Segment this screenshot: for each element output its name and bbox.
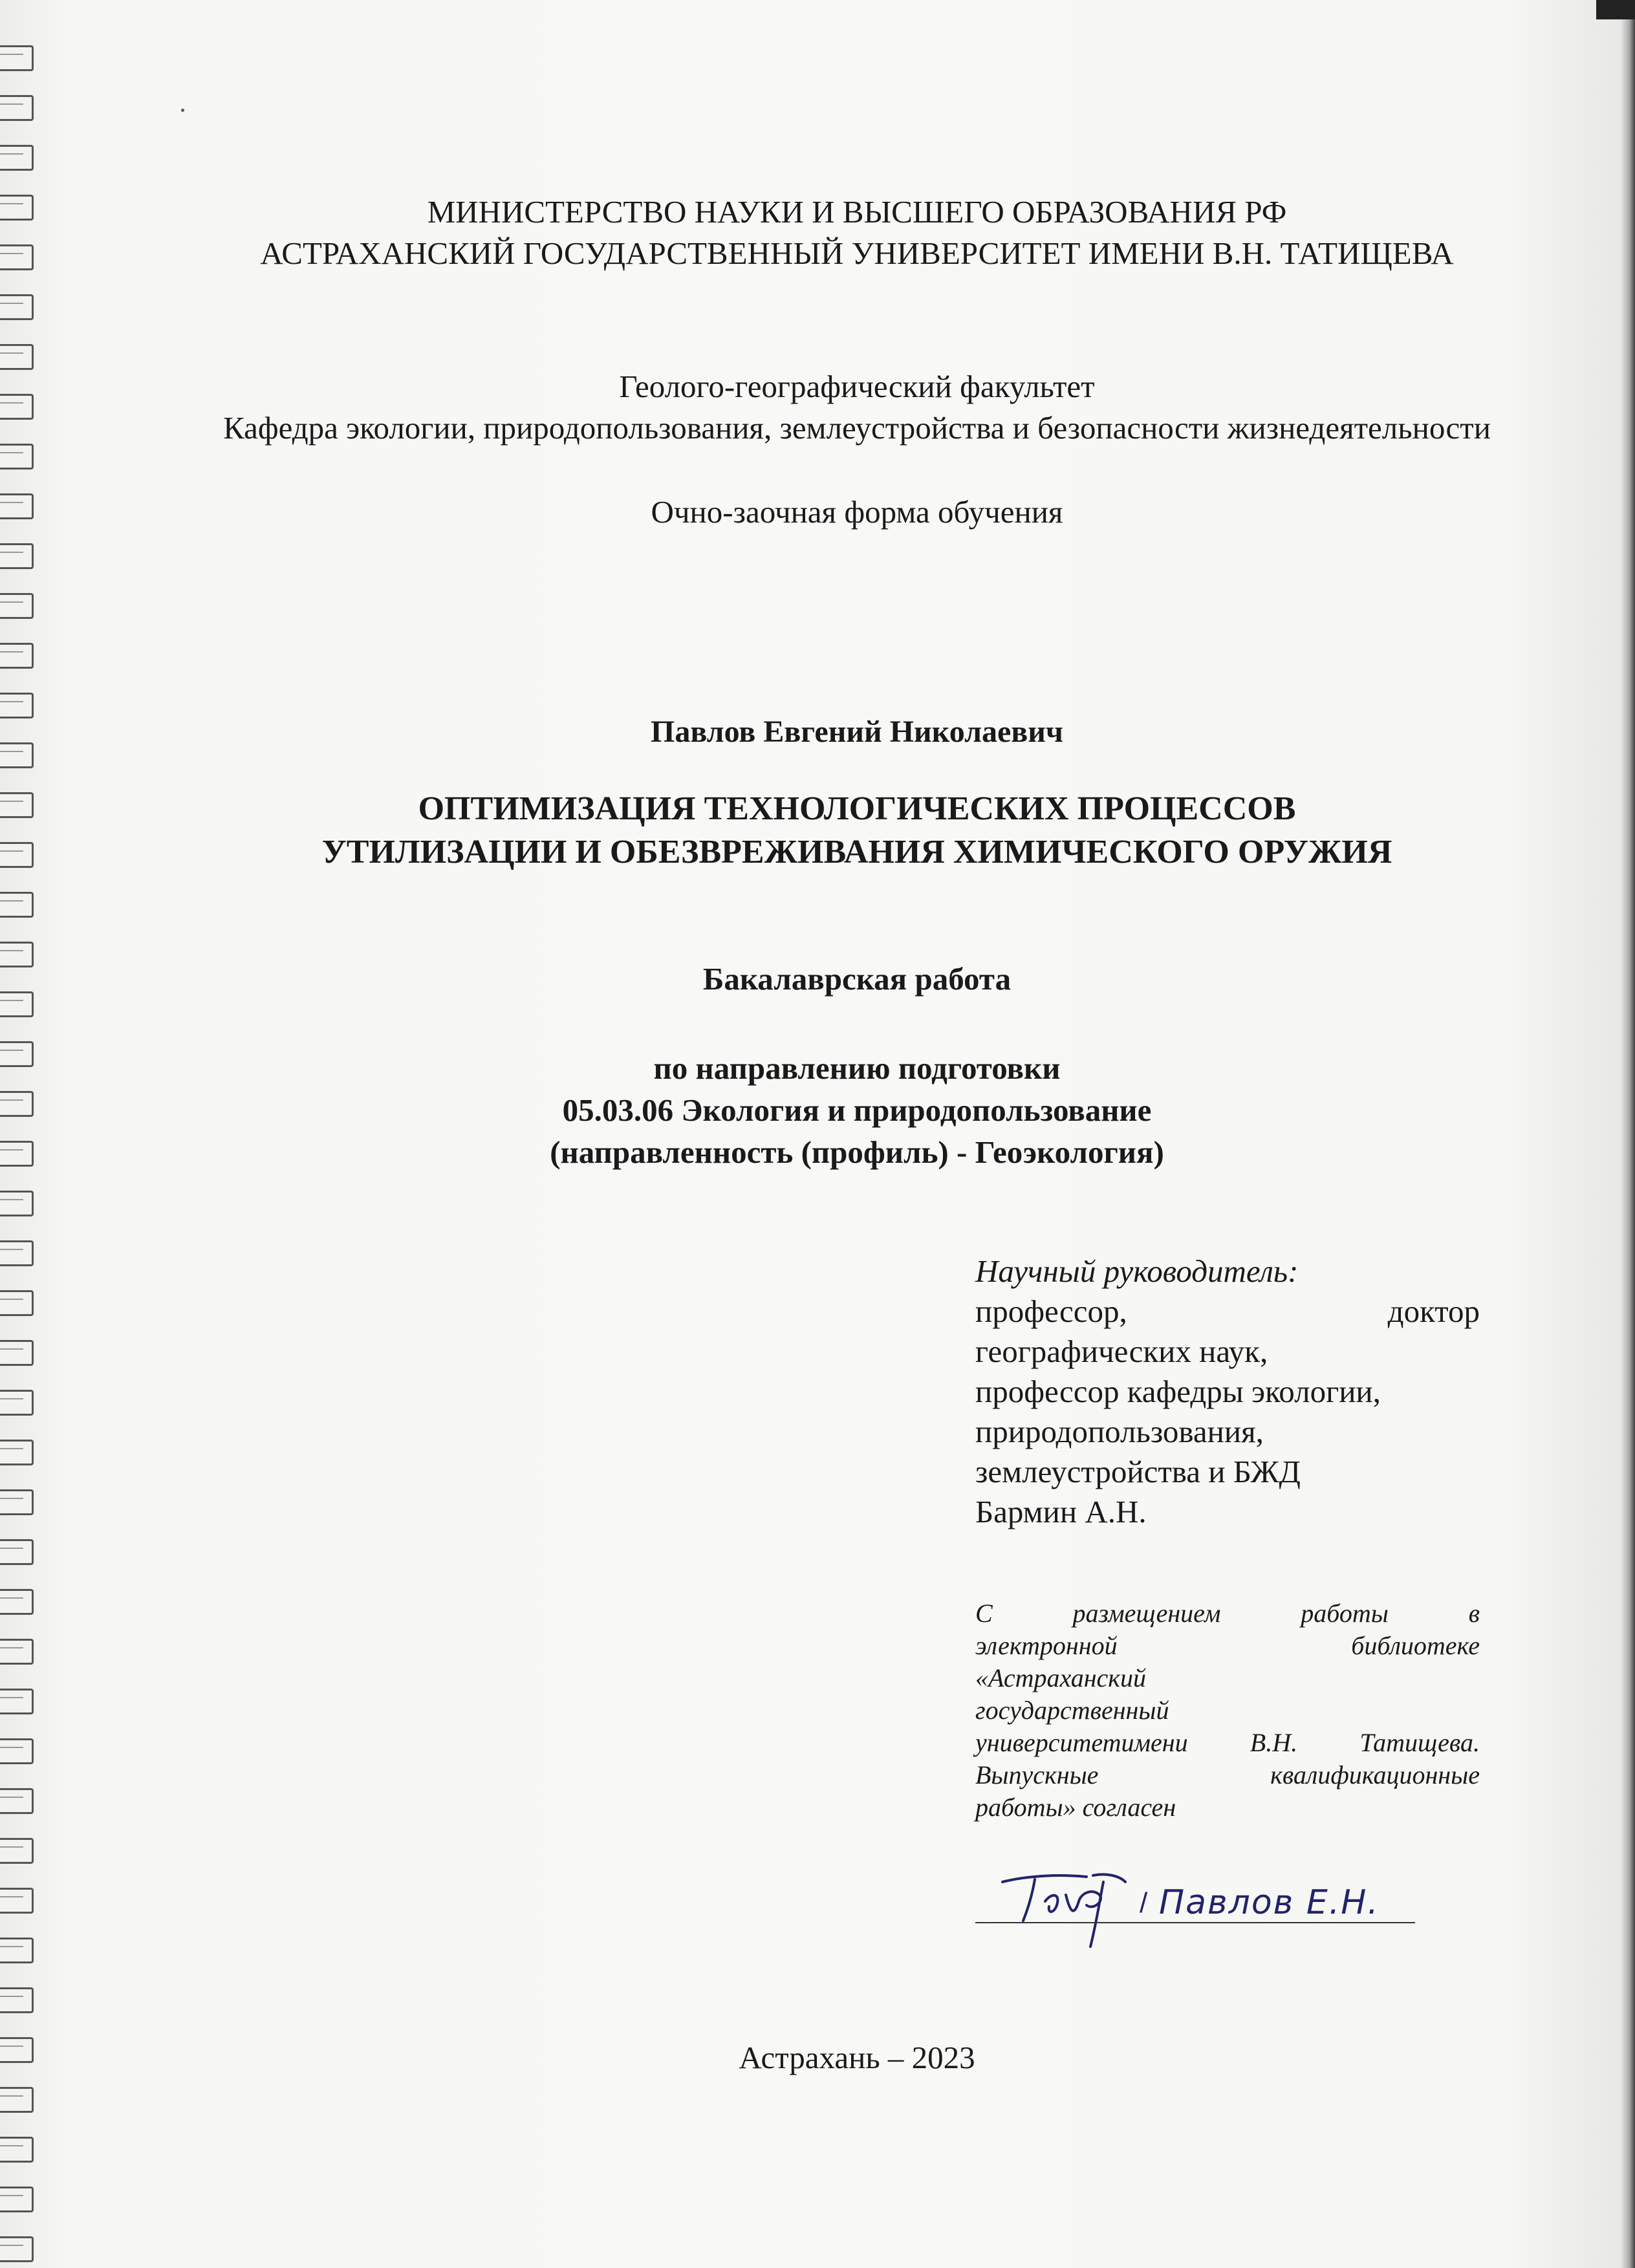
consent-line-7: работы» согласен xyxy=(975,1793,1176,1822)
supervisor-line-1 xyxy=(975,1291,1480,1332)
supervisor-rank: профессор, xyxy=(975,1293,1127,1329)
consent-line-5 xyxy=(975,1727,1480,1759)
binding-ring xyxy=(0,1440,34,1465)
consent-line-3: «Астраханский xyxy=(975,1663,1147,1692)
binding-ring xyxy=(0,742,34,768)
binding-ring xyxy=(0,244,34,270)
binding-ring xyxy=(0,1390,34,1416)
supervisor-heading: Научный руководитель: xyxy=(975,1253,1299,1289)
binding-ring xyxy=(0,1639,34,1665)
consent-word: университетимени xyxy=(975,1728,1188,1757)
binding-ring xyxy=(0,1240,34,1266)
binding-ring xyxy=(0,991,34,1017)
binding-ring xyxy=(0,1091,34,1117)
thesis-title-line-1: ОПТИМИЗАЦИЯ ТЕХНОЛОГИЧЕСКИХ ПРОЦЕССОВ xyxy=(418,790,1296,827)
signature-name: Павлов Е.Н. xyxy=(1159,1883,1380,1922)
binding-ring xyxy=(0,1788,34,1814)
binding-ring xyxy=(0,493,34,519)
consent-word: работы xyxy=(1301,1599,1389,1628)
supervisor-line-4: природопользования, xyxy=(975,1414,1264,1449)
thesis-title-line-2: УТИЛИЗАЦИИ И ОБЕЗВРЕЖИВАНИЯ ХИМИЧЕСКОГО ОРУЖИЯ xyxy=(321,834,1392,870)
binding-ring xyxy=(0,2187,34,2212)
binding-ring xyxy=(0,543,34,569)
binding-ring xyxy=(0,394,34,420)
university-name: АСТРАХАНСКИЙ ГОСУДАРСТВЕННЫЙ УНИВЕРСИТЕТ ИМЕНИ В.Н. ТАТИЩЕВА xyxy=(260,235,1454,271)
consent-word: электронной xyxy=(975,1631,1118,1660)
binding-ring xyxy=(0,1689,34,1714)
supervisor-line-2: географических наук, xyxy=(975,1334,1268,1369)
direction-profile: (направленность (профиль) - Геоэкология) xyxy=(550,1134,1164,1170)
supervisor-degree: доктор xyxy=(1387,1293,1480,1329)
consent-word: Выпускные xyxy=(975,1760,1099,1789)
binding-ring xyxy=(0,792,34,818)
consent-word: квалификационные xyxy=(1270,1760,1480,1789)
binding-ring xyxy=(0,1191,34,1216)
binding-ring xyxy=(0,2236,34,2262)
binding-ring xyxy=(0,1489,34,1515)
binding-ring xyxy=(0,294,34,320)
consent-line-2 xyxy=(975,1630,1480,1662)
consent-word: библиотеке xyxy=(1351,1631,1480,1660)
binding-ring xyxy=(0,942,34,967)
binding-ring xyxy=(0,2037,34,2063)
study-form: Очно-заочная форма обучения xyxy=(651,494,1063,530)
consent-word: Татищева. xyxy=(1359,1728,1480,1757)
binding-ring xyxy=(0,195,34,221)
binding-ring xyxy=(0,693,34,718)
binding-ring xyxy=(0,95,34,121)
binding-ring xyxy=(0,1539,34,1565)
binding-ring xyxy=(0,2137,34,2163)
binding-ring xyxy=(0,1141,34,1167)
binding-ring xyxy=(0,2087,34,2113)
scan-speck xyxy=(181,109,184,112)
handwritten-signature-icon xyxy=(990,1856,1148,1953)
consent-line-6 xyxy=(975,1759,1480,1791)
signature-separator: / xyxy=(1140,1887,1148,1919)
spiral-binding xyxy=(0,0,45,2268)
binding-ring xyxy=(0,1290,34,1316)
city-year: Астрахань – 2023 xyxy=(739,2040,975,2075)
supervisor-line-5: землеустройства и БЖД xyxy=(975,1454,1301,1489)
binding-ring xyxy=(0,45,34,71)
binding-ring xyxy=(0,1888,34,1914)
supervisor-line-3: профессор кафедры экологии, xyxy=(975,1374,1381,1409)
binding-ring xyxy=(0,643,34,669)
author-name: Павлов Евгений Николаевич xyxy=(651,715,1063,749)
signature-underline xyxy=(975,1922,1415,1923)
consent-word: С xyxy=(975,1599,993,1628)
consent-line-1 xyxy=(975,1597,1480,1630)
consent-line-4: государственный xyxy=(975,1696,1169,1725)
binding-ring xyxy=(0,892,34,918)
department-name: Кафедра экологии, природопользования, землеустройства и безопасности жизнедеятельности xyxy=(223,410,1491,446)
ministry-name: МИНИСТЕРСТВО НАУКИ И ВЫСШЕГО ОБРАЗОВАНИЯ РФ xyxy=(427,194,1287,230)
page-edge-shadow xyxy=(1621,0,1635,2268)
direction-label: по направлению подготовки xyxy=(653,1050,1061,1086)
supervisor-name: Бармин А.Н. xyxy=(975,1494,1147,1529)
binding-ring xyxy=(0,1589,34,1615)
binding-ring xyxy=(0,1738,34,1764)
binding-ring xyxy=(0,1987,34,2013)
binding-ring xyxy=(0,1340,34,1366)
binding-ring xyxy=(0,842,34,868)
binding-ring xyxy=(0,344,34,370)
consent-word: в xyxy=(1468,1599,1480,1628)
consent-word: В.Н. xyxy=(1250,1728,1298,1757)
binding-ring xyxy=(0,444,34,470)
scan-corner xyxy=(1596,0,1635,19)
direction-code: 05.03.06 Экология и природопользование xyxy=(562,1092,1152,1128)
binding-ring xyxy=(0,1041,34,1067)
binding-ring xyxy=(0,1838,34,1864)
faculty-name: Геолого-географический факультет xyxy=(619,369,1095,404)
work-type: Бакалаврская работа xyxy=(702,961,1012,997)
consent-word: размещением xyxy=(1072,1599,1221,1628)
signature-block xyxy=(970,1850,1423,1953)
binding-ring xyxy=(0,1938,34,1963)
binding-ring xyxy=(0,593,34,619)
binding-ring xyxy=(0,145,34,171)
